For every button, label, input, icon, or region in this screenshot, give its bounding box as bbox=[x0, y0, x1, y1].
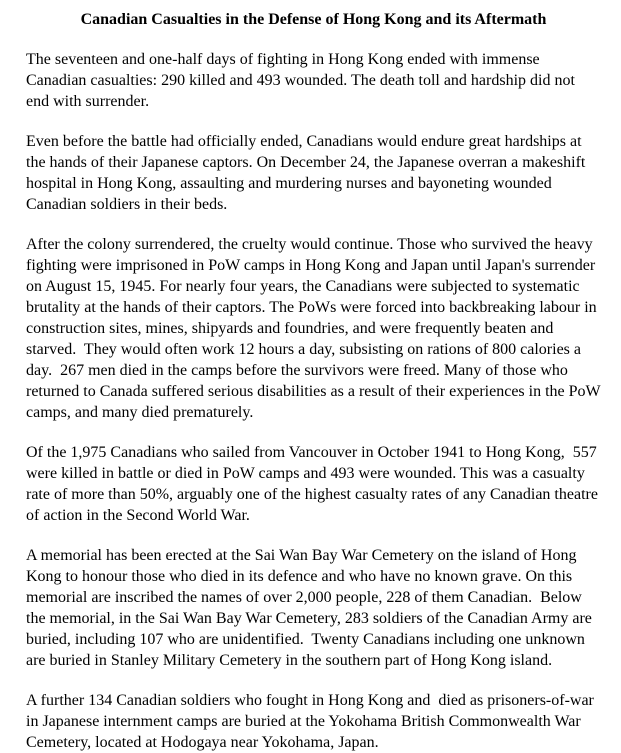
document-title: Canadian Casualties in the Defense of Hong Kong and its Aftermath bbox=[80, 11, 547, 28]
paragraph-hospital-atrocity: Even before the battle had officially ended, Canadians would endure great hardships at the hands of their Japanese captors. On December 24, the Japanese overran a makeshift hospital in Hong Kong, assaulting and murdering nurses and bayoneting wounded Canadian soldiers in their beds. bbox=[26, 133, 590, 213]
paragraph-casualty-rate: Of the 1,975 Canadians who sailed from Vancouver in October 1941 to Hong Kong, 557 were killed in battle or died in PoW camps and 493 were wounded. This was a casualty rate of more than 50%, arguably one of the highest casualty rates of any Canadian theatre of action in the Second World War. bbox=[26, 444, 602, 524]
paragraph-yokohama-cemetery: A further 134 Canadian soldiers who fought in Hong Kong and died as prisoners-of-war in Japanese internment camps are buried at the Yokohama British Commonwealth War Cemetery, located at Hodogaya near Yokohama, Japan. bbox=[26, 692, 598, 751]
paragraph-casualties-summary: The seventeen and one-half days of fighting in Hong Kong ended with immense Canadian casualties: 290 killed and 493 wounded. The death toll and hardship did not end with surrender. bbox=[26, 51, 579, 110]
paragraph-pow-camps: After the colony surrendered, the cruelty would continue. Those who survived the heavy fighting were imprisoned in PoW camps in Hong Kong and Japan until Japan's surrender on August 15, 1945. For nearly four years, the Canadians were subjected to systematic brutality at the hands of their captors. The PoWs were forced into backbreaking labour in construction sites, mines, shipyards and foundries, and were frequently beaten and starved. They would often work 12 hours a day, subsisting on rations of 800 calories a day. 267 men died in the camps before the survivors were freed. Many of those who returned to Canada suffered serious disabilities as a result of their experiences in the PoW camps, and many died prematurely. bbox=[26, 236, 605, 421]
paragraph-sai-wan-memorial: A memorial has been erected at the Sai Wan Bay War Cemetery on the island of Hong Kong to honour those who died in its defence and who have no known grave. On this memorial are inscribed the names of over 2,000 people, 228 of them Canadian. Below the memorial, in the Sai Wan Bay War Cemetery, 283 soldiers of the Canadian Army are buried, including 107 who are unidentified. Twenty Canadians including one unknown are buried in Stanley Military Cemetery in the southern part of Hong Kong island. bbox=[26, 547, 596, 669]
